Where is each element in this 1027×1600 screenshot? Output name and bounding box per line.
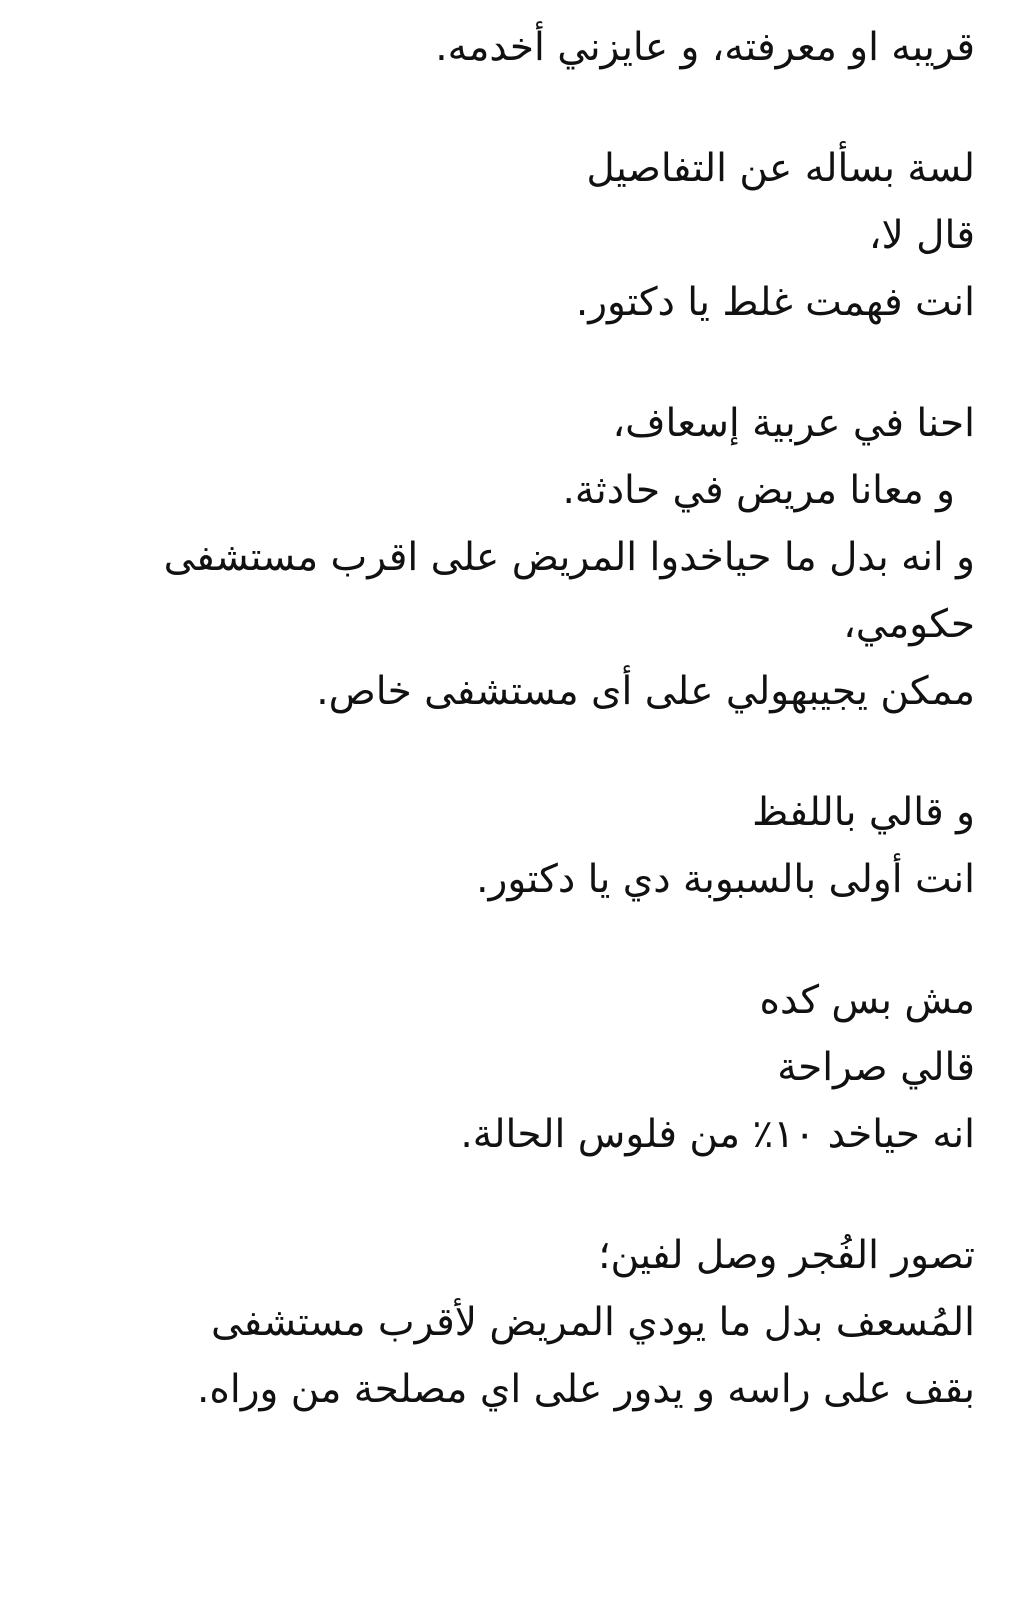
text-line: و قالي باللفظ [752, 790, 975, 835]
paragraph-2 [35, 135, 975, 336]
paragraph-6 [35, 1222, 975, 1423]
text-line: انت فهمت غلط يا دكتور. [575, 280, 975, 325]
text-line: و معانا مريض في حادثة. [562, 468, 955, 513]
paragraph-1 [35, 14, 975, 81]
text-line: قريبه او معرفته، و عايزني أخدمه. [435, 25, 975, 70]
text-line: لسة بسأله عن التفاصيل [586, 146, 975, 191]
text-line: قال لا، [868, 213, 975, 258]
text-line: و انه بدل ما حياخدوا المريض على اقرب مستشفى [163, 535, 975, 580]
document-body [35, 14, 975, 1423]
text-line: المُسعف بدل ما يودي المريض لأقرب مستشفى [211, 1300, 975, 1345]
text-line: قالي صراحة [777, 1045, 975, 1090]
text-line: ممكن يجيبهولي على أى مستشفى خاص. [316, 669, 975, 714]
text-line: حكومي، [843, 602, 975, 647]
text-line: بقف على راسه و يدور على اي مصلحة من وراه. [197, 1367, 975, 1412]
paragraph-5 [35, 967, 975, 1168]
text-line: انت أولى بالسبوبة دي يا دكتور. [476, 857, 975, 902]
text-line: تصور الفُجر وصل لفين؛ [598, 1233, 975, 1278]
paragraph-3 [35, 390, 975, 725]
text-line: احنا في عربية إسعاف، [612, 401, 975, 446]
text-line: انه حياخد ١٠٪ من فلوس الحالة. [460, 1112, 975, 1157]
paragraph-4 [35, 779, 975, 913]
text-line: مش بس كده [759, 978, 975, 1023]
